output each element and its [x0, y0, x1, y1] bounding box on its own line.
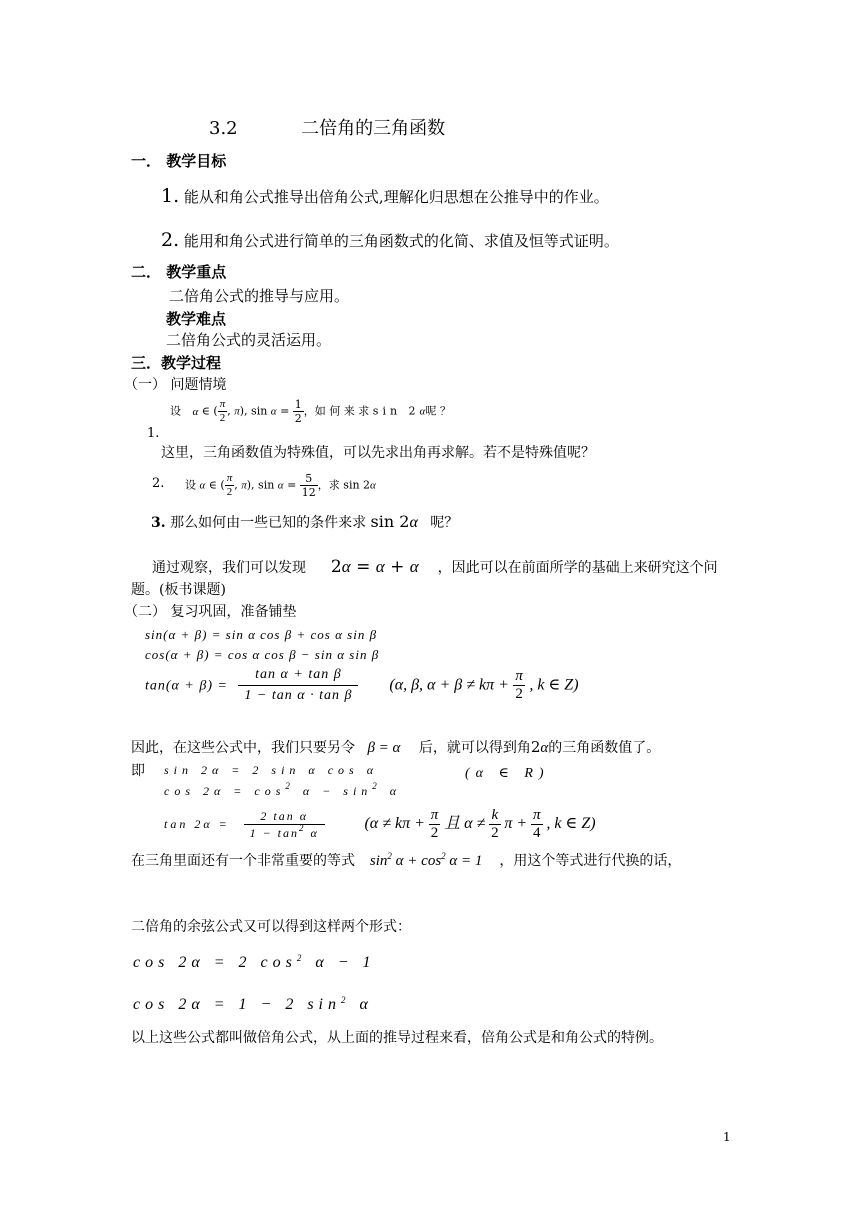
- formula-sin-sum: sin(α + β) = sin α cos β + cos α sin β: [145, 627, 378, 642]
- identity-post: ，用这个等式进行代换的话，: [499, 853, 682, 869]
- title-number: 3.2: [209, 118, 238, 139]
- tan2a-den-b: α: [310, 826, 319, 840]
- identity-formula-a: sin: [369, 853, 388, 869]
- therefore-line: 因此，在这些公式中，我们只要另令 β = α 后，就可以得到角2α的三角函数值了。: [131, 738, 661, 756]
- cos-form-1-sq: 2: [296, 953, 307, 963]
- identity-sq-2: 2: [441, 851, 446, 861]
- tan-condition-b: , k ∈ Z): [529, 676, 579, 694]
- q1-prefix: 设: [170, 404, 181, 418]
- identity-formula-c: α = 1: [449, 853, 483, 869]
- question-2: 设 α ∈ ( $\frac{\pi}{2}$ , π), sin α = $\frac{5}{12}$ ，求 sin 2α: [185, 472, 376, 499]
- tan2a-cond-k: k: [489, 808, 501, 825]
- identity-line: [131, 851, 682, 869]
- goal-2: [161, 231, 619, 250]
- goal-1: [161, 187, 609, 206]
- tan2a-sq: 2: [299, 823, 306, 833]
- key-point-text: 二倍角公式的推导与应用。: [169, 287, 350, 305]
- page-number: 1: [723, 1130, 731, 1144]
- question-3: 3. 那么如何由一些已知的条件来求 sin 2α 呢？: [151, 512, 459, 531]
- cos-form-2-b: α: [359, 996, 373, 1013]
- formula-sin-2a: sin 2α = 2 sin α cos α: [164, 763, 378, 777]
- conclusion-text: 以上这些公式都叫做倍角公式，从上面的推导过程来看，倍角公式是和角公式的特例。: [131, 1030, 663, 1046]
- cos-form-1-a: cos 2α = 2 cos: [133, 954, 297, 971]
- identity-formula-b: α + cos: [395, 853, 442, 869]
- tan2a-lhs: tan 2α =: [164, 817, 230, 831]
- observe-pre: 通过观察，我们可以发现: [152, 560, 306, 576]
- title-text: 二倍角的三角函数: [301, 118, 446, 139]
- q3-num: 3.: [151, 515, 166, 531]
- section-teaching-goals: 一． 教学目标: [131, 152, 227, 170]
- tan2a-cond-c: π +: [504, 815, 528, 832]
- cos-form-2-sq: 2: [341, 995, 351, 1005]
- identity-pre: 在三角里面还有一个非常重要的等式: [131, 853, 355, 869]
- formula-cos-form-2: [133, 997, 373, 1013]
- tan2a-cond-d: , k ∈ Z): [546, 815, 596, 832]
- cos-form-1-b: α − 1: [315, 954, 376, 971]
- therefore-pre: 因此，在这些公式中，我们只要另令: [131, 740, 355, 756]
- q2-prefix: 设: [185, 478, 196, 492]
- formula-cos-2a: [164, 781, 402, 798]
- ji-label: 即: [131, 763, 145, 779]
- tan-lhs: tan(α + β) =: [145, 678, 228, 694]
- observe-post: ，因此可以在前面所学的基础上来研究这个问: [437, 560, 718, 576]
- q1-two: 2: [219, 412, 226, 424]
- q1-num: 1.: [147, 426, 160, 441]
- question-1: 设 α ∈ ( $\frac{\pi}{2}$ , π), sin α = $\frac{1}{2}$ ，如 何 来 求 sin 2α呢 ？: [170, 398, 451, 425]
- observe-line: 通过观察，我们可以发现 2α = α + α ，因此可以在前面所学的基础上来研究这个问: [152, 557, 718, 577]
- therefore-end: 的三角函数值了。: [548, 740, 661, 756]
- tan-denominator: 1 − tan α · tan β: [244, 688, 353, 703]
- formula-tan-2a: tan 2α = $\frac{\text{2 tan α}}{1 - \tan^2 \alpha}$ (α ≠ kπ + $\frac{\pi}{2}$ 且 α ≠ $\frac{k}{2}$ π + $\frac{\pi}{4}$ , k ∈ Z): [164, 807, 596, 841]
- cos2a-sq-1: 2: [285, 781, 295, 791]
- q1-pi: π: [219, 398, 226, 410]
- cos2a-sq-2: 2: [372, 781, 382, 791]
- goal-1-num: 1.: [161, 185, 180, 207]
- identity-sq-1: 2: [387, 851, 392, 861]
- therefore-post: 后，就可以得到角: [418, 740, 531, 756]
- goal-1-text: 能从和角公式推导出倍角公式,理解化归思想在公推导中的作业。: [183, 188, 609, 206]
- tan2a-den-a: 1 − tan: [249, 826, 299, 840]
- q3-end: 呢？: [430, 515, 459, 531]
- tan2a-denominator: [244, 825, 325, 839]
- tan2a-cond-b: 且 α ≠: [444, 815, 486, 832]
- tan2a-cond-a: (α ≠ kπ +: [364, 815, 425, 832]
- cos-form-2-a: cos 2α = 1 − 2 sin: [133, 996, 341, 1013]
- q1-note: 这里，三角函数值为特殊值，可以先求出角再求解。若不是特殊值呢？: [161, 445, 595, 461]
- section-teaching-process: 三．教学过程: [131, 354, 222, 372]
- q1-end: 呢 ？: [425, 404, 451, 418]
- formula-cos-form-1: [133, 955, 376, 971]
- section-key-points: 二． 教学重点: [131, 263, 227, 281]
- goal-2-text: 能用和角公式进行简单的三角函数式的化简、求值及恒等式证明。: [183, 232, 619, 250]
- cos2a-part-a: cos 2α = cos: [164, 784, 286, 798]
- cos-forms-intro: 二倍角的余弦公式又可以得到这样两个形式：: [131, 919, 411, 935]
- difficulty-title: 教学难点: [166, 310, 227, 328]
- formula-tan-sum: tan(α + β) = $\frac{\text{tan α + tan β}}{\text{1 − tan α · tan β}}$ (α, β, α + β ≠ kπ + $\frac{\pi}{2}$ , k ∈ Z): [145, 667, 579, 703]
- part-1-title: （一） 问题情境: [124, 377, 227, 393]
- tan2a-cond-four: 4: [533, 825, 541, 841]
- part-2-title: （二） 复习巩固，准备铺垫: [124, 604, 297, 620]
- q3-text: 那么如何由一些已知的条件来求: [170, 515, 367, 531]
- q2-tail: ，求: [317, 478, 340, 492]
- tan-condition-a: (α, β, α + β ≠ kπ +: [389, 676, 509, 694]
- sin-2a-condition: (α ∈ R): [465, 766, 550, 781]
- therefore-beta-alpha: β = α: [367, 740, 401, 756]
- tan-numerator: tan α + tan β: [238, 668, 358, 686]
- q1-tail: ，如 何 来 求: [303, 404, 370, 418]
- cos2a-part-c: α: [389, 784, 402, 798]
- goal-2-num: 2.: [161, 229, 180, 251]
- q2-num: 2.: [152, 476, 165, 491]
- page-title: [209, 120, 445, 138]
- formula-cos-sum: cos(α + β) = cos α cos β − sin α sin β: [145, 647, 380, 662]
- observe-line-2: 题。(板书课题): [131, 582, 226, 598]
- difficulty-text: 二倍角公式的灵活运用。: [166, 331, 332, 349]
- tan2a-numerator: 2 tan α: [244, 810, 325, 825]
- cos2a-part-b: α − sin: [302, 784, 373, 798]
